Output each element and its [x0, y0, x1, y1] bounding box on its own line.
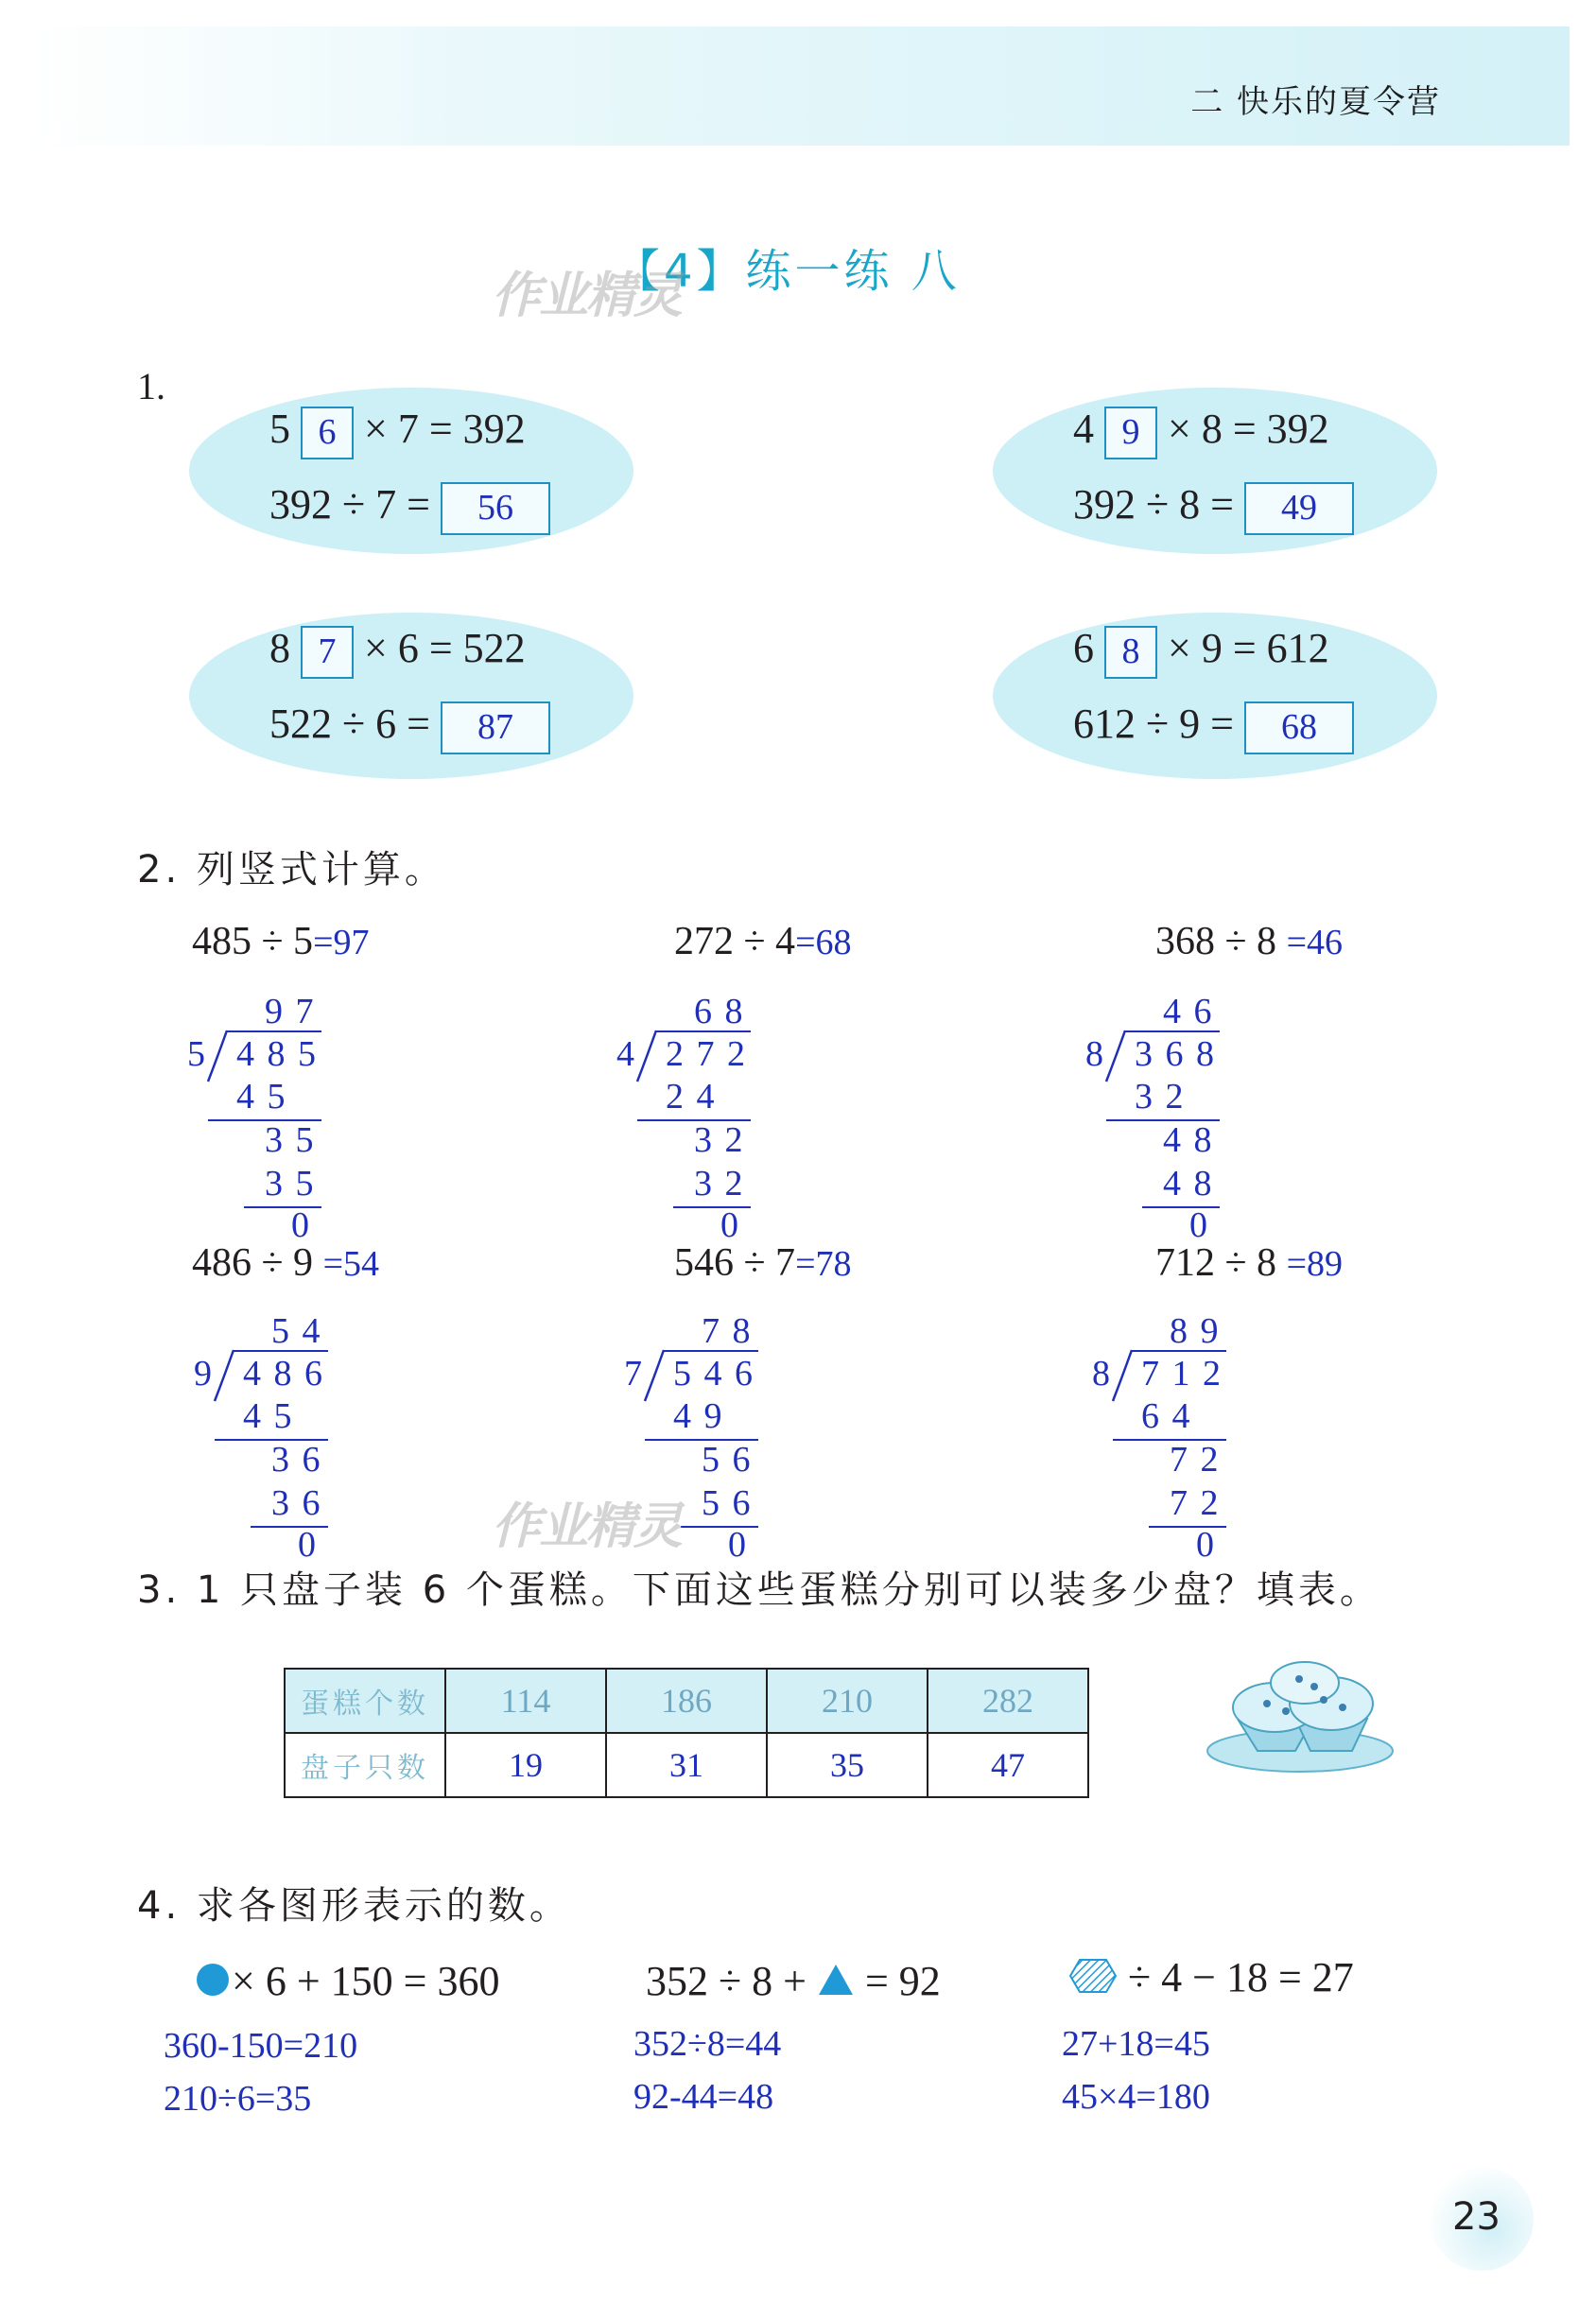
q4-eq1-text: × 6 + 150 = 360: [232, 1958, 500, 2004]
q4-eq3: [1068, 1953, 1354, 2001]
ld-rem1: 5 6: [702, 1440, 753, 1480]
plate-count-label: 盘子只数: [285, 1733, 445, 1797]
q2-p4-answer: =54: [322, 1244, 379, 1284]
q1-item2-mul: [1073, 405, 1329, 459]
ld-remainder: 0: [728, 1525, 748, 1565]
ld-divisor: 7: [624, 1354, 644, 1394]
q4-work3-line2: 45×4=180: [1062, 2077, 1210, 2117]
q4-work2-line1: 352÷8=44: [633, 2024, 782, 2064]
ld-sub1: 4 5: [236, 1077, 287, 1117]
q2-p1-long-division: [187, 991, 414, 1246]
watermark-middle: 作业精灵: [492, 1498, 682, 1555]
q1-item3-left: 8: [269, 625, 290, 671]
ld-dividend: 3 6 8: [1135, 1034, 1216, 1074]
cake-count-label: 蛋糕个数: [285, 1669, 445, 1733]
q2-p4-expr: [192, 1240, 379, 1286]
ld-rem1: 3 5: [265, 1120, 316, 1160]
ld-bracket: [643, 1348, 671, 1405]
triangle-icon: [817, 1961, 855, 1999]
q2-p2-long-division: [616, 991, 843, 1246]
q1-item1-mul-rest: × 7 = 392: [364, 406, 526, 452]
q2-p1-answer: =97: [313, 923, 370, 962]
q1-item4-mul-rest: × 9 = 612: [1168, 625, 1329, 671]
q1-item2-digit-box: 9: [1104, 407, 1157, 459]
q2-p2-expr-text: 272 ÷ 4: [674, 920, 796, 963]
q4-eq3-text: ÷ 4 − 18 = 27: [1128, 1954, 1354, 2000]
ld-divisor: 4: [616, 1034, 636, 1074]
cake-count-cell: 114: [445, 1669, 606, 1733]
ld-top-line: [664, 1350, 758, 1352]
ld-bracket: [213, 1348, 241, 1405]
ld-rem1: 3 2: [694, 1120, 745, 1160]
q1-item1-result-box: 56: [441, 482, 550, 535]
ld-dividend: 4 8 6: [243, 1354, 324, 1394]
ld-sub2: 3 6: [271, 1483, 322, 1523]
page-number: 23: [1452, 2195, 1501, 2239]
q2-p4-expr-text: 486 ÷ 9: [192, 1241, 314, 1285]
q4-eq2-left: 352 ÷ 8 +: [646, 1958, 807, 2004]
ld-remainder: 0: [1196, 1525, 1216, 1565]
watermark-top: 作业精灵: [492, 268, 682, 324]
ld-rem1: 3 6: [271, 1440, 322, 1480]
q1-item4-digit-box: 8: [1104, 626, 1157, 679]
q2-p5-answer: =78: [795, 1244, 852, 1284]
ld-remainder: 0: [291, 1205, 311, 1245]
ld-sub1: 6 4: [1141, 1396, 1192, 1436]
plate-count-cell: 31: [606, 1733, 767, 1797]
q2-p5-expr-text: 546 ÷ 7: [674, 1241, 796, 1285]
q1-item1-div-text: 392 ÷ 7 =: [269, 481, 430, 528]
q1-item3-div-text: 522 ÷ 6 =: [269, 701, 430, 747]
cake-row: [285, 1669, 1088, 1733]
q1-item4-result-box: 68: [1244, 701, 1354, 754]
ld-top-line: [1125, 1030, 1220, 1032]
ld-bracket: [1111, 1348, 1139, 1405]
ld-remainder: 0: [720, 1205, 740, 1245]
ld-sub2: 3 5: [265, 1164, 316, 1203]
q2-p3-expr: [1155, 919, 1343, 964]
q2-p1-expr-text: 485 ÷ 5: [192, 920, 314, 963]
ld-quotient: 4 6: [1163, 992, 1214, 1031]
q1-item2-mul-rest: × 8 = 392: [1168, 406, 1329, 452]
ld-dividend: 5 4 6: [673, 1354, 755, 1394]
q1-item2-div: [1073, 480, 1354, 535]
q4-work3-line1: 27+18=45: [1062, 2024, 1210, 2064]
q2-title: 2. 列竖式计算。: [137, 848, 446, 892]
cake-count-cell: 186: [606, 1669, 767, 1733]
ld-sub1: 3 2: [1135, 1077, 1186, 1117]
ld-dividend: 2 7 2: [666, 1034, 747, 1074]
ld-quotient: 8 9: [1170, 1311, 1221, 1351]
ld-remainder: 0: [1189, 1205, 1209, 1245]
q2-p6-expr-text: 712 ÷ 8: [1155, 1241, 1277, 1285]
q1-item3-mul: [269, 624, 526, 679]
q4-eq2: [646, 1957, 941, 2005]
ld-sub1: 4 9: [673, 1396, 724, 1436]
q2-p3-expr-text: 368 ÷ 8: [1155, 920, 1277, 963]
q4-eq1: [194, 1957, 499, 2005]
ld-bracket: [206, 1029, 234, 1085]
q1-item3-mul-rest: × 6 = 522: [364, 625, 526, 671]
q2-p6-expr: [1155, 1240, 1343, 1286]
q2-p2-expr: [674, 919, 852, 964]
ld-dividend: 7 1 2: [1141, 1354, 1223, 1394]
q4-work2-line2: 92-44=48: [633, 2077, 774, 2117]
ld-top-line: [234, 1350, 328, 1352]
ld-sub2: 3 2: [694, 1164, 745, 1203]
q1-item3-digit-box: 7: [301, 626, 354, 679]
q4-work1-line1: 360-150=210: [164, 2026, 358, 2066]
q2-p5-expr: [674, 1240, 852, 1286]
q4-title: 4. 求各图形表示的数。: [137, 1884, 571, 1928]
q4-work1-line2: 210÷6=35: [164, 2079, 312, 2119]
cake-count-cell: 210: [767, 1669, 928, 1733]
ld-divisor: 8: [1085, 1034, 1105, 1074]
ld-top-line: [227, 1030, 321, 1032]
q1-item1-mul: [269, 405, 526, 459]
q1-number: 1.: [137, 365, 165, 407]
q1-item1-left: 5: [269, 406, 290, 452]
q1-item2-result-box: 49: [1244, 482, 1354, 535]
plate-row: [285, 1733, 1088, 1797]
q1-item3-div: [269, 700, 550, 754]
ld-divisor: 5: [187, 1034, 207, 1074]
ld-sub1: 2 4: [666, 1077, 717, 1117]
q2-p1-expr: [192, 919, 370, 964]
plate-count-cell: 35: [767, 1733, 928, 1797]
ld-bracket: [1104, 1029, 1133, 1085]
q1-item4-div: [1073, 700, 1354, 754]
q2-p3-answer: =46: [1286, 923, 1343, 962]
q2-p4-long-division: [194, 1310, 421, 1566]
ld-sub2: 7 2: [1170, 1483, 1221, 1523]
ld-divisor: 9: [194, 1354, 214, 1394]
ld-quotient: 6 8: [694, 992, 745, 1031]
q2-p6-long-division: [1092, 1310, 1319, 1566]
q1-item4-div-text: 612 ÷ 9 =: [1073, 701, 1234, 747]
circle-icon: [194, 1961, 232, 1999]
q2-p3-long-division: [1085, 991, 1312, 1246]
ld-remainder: 0: [298, 1525, 318, 1565]
ld-top-line: [1132, 1350, 1226, 1352]
muffin-plate-icon: [1201, 1645, 1399, 1777]
q3-title: 3. 1 只盘子装 6 个蛋糕。下面这些蛋糕分别可以装多少盘？填表。: [137, 1568, 1381, 1612]
q1-item3-result-box: 87: [441, 701, 550, 754]
q1-item1-digit-box: 6: [301, 407, 354, 459]
q1-item4-left: 6: [1073, 625, 1094, 671]
ld-top-line: [656, 1030, 751, 1032]
chapter-header: 二 快乐的夏令营: [1190, 83, 1441, 121]
q4-eq2-right: = 92: [864, 1958, 941, 2004]
ld-rem1: 4 8: [1163, 1120, 1214, 1160]
ld-divisor: 8: [1092, 1354, 1112, 1394]
ld-bracket: [635, 1029, 664, 1085]
ld-sub1: 4 5: [243, 1396, 294, 1436]
ld-quotient: 7 8: [702, 1311, 753, 1351]
page-number-badge: [1430, 2167, 1534, 2271]
ld-sub2: 5 6: [702, 1483, 753, 1523]
plate-count-cell: 47: [928, 1733, 1088, 1797]
cake-table: [284, 1668, 1089, 1798]
ld-dividend: 4 8 5: [236, 1034, 318, 1074]
cake-count-cell: 282: [928, 1669, 1088, 1733]
q2-p2-answer: =68: [795, 923, 852, 962]
q2-p6-answer: =89: [1286, 1244, 1343, 1284]
lesson-title: 【4】练一练 八: [615, 245, 961, 298]
q1-item2-div-text: 392 ÷ 8 =: [1073, 481, 1234, 528]
ld-rem1: 7 2: [1170, 1440, 1221, 1480]
ld-quotient: 5 4: [271, 1311, 322, 1351]
q1-item1-div: [269, 480, 550, 535]
plate-count-cell: 19: [445, 1733, 606, 1797]
ld-quotient: 9 7: [265, 992, 316, 1031]
hatched-hexagon-icon: [1068, 1957, 1118, 1995]
ld-sub2: 4 8: [1163, 1164, 1214, 1203]
q1-item2-left: 4: [1073, 406, 1094, 452]
q1-item4-mul: [1073, 624, 1329, 679]
